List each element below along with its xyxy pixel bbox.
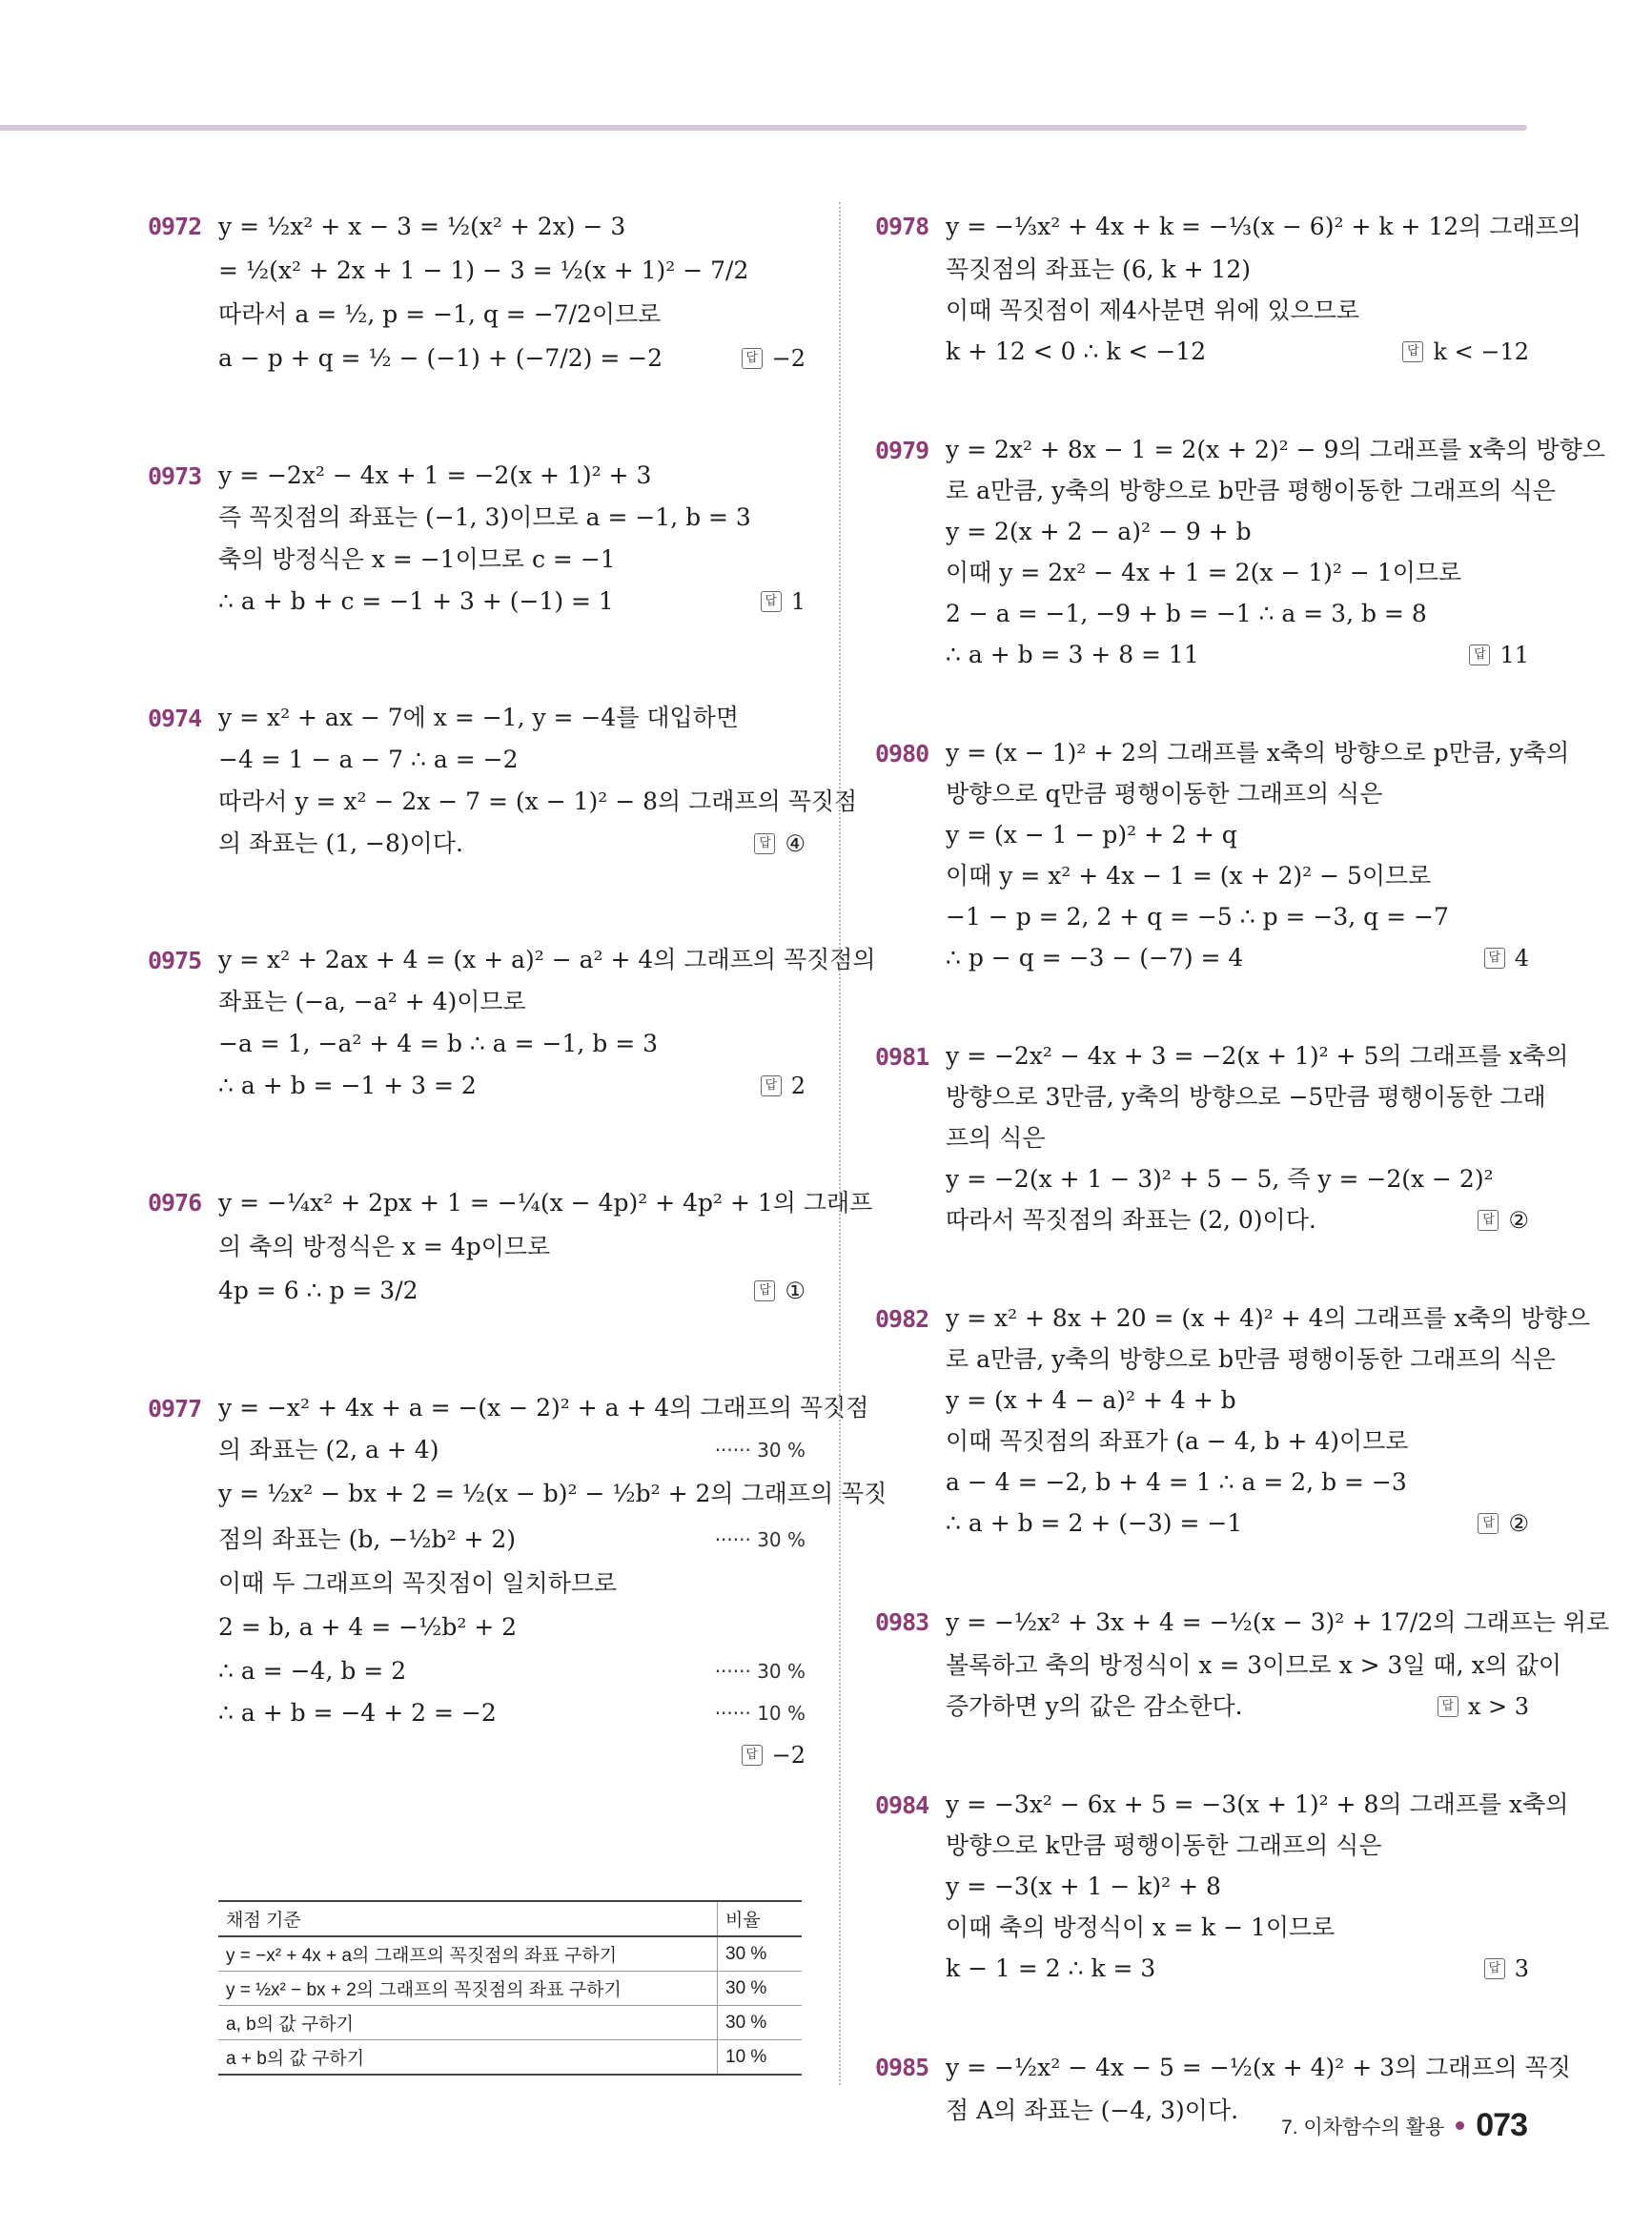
solution-line	[218, 1429, 806, 1471]
problem-0979	[875, 429, 1605, 675]
solution-line	[946, 855, 1529, 896]
problem-number: 0973	[148, 462, 202, 490]
score-percent: ······ 30 %	[714, 1528, 806, 1551]
solution-text: 프의 식은	[946, 1123, 1046, 1152]
problem-number: 0984	[875, 1791, 929, 1819]
answer-tag	[761, 1065, 806, 1107]
problem-number: 0972	[148, 213, 202, 240]
solution-text: y = −x² + 4x + a = −(x − 2)² + a + 4의 그래프의 꼭짓점	[218, 1394, 869, 1422]
solution-line	[218, 1517, 806, 1563]
problem-number: 0977	[148, 1395, 202, 1422]
answer-tag	[1484, 937, 1529, 978]
rubric-ratio: 30 %	[718, 1972, 803, 2006]
answer-box-icon: 답	[1484, 948, 1505, 969]
solution-line	[946, 1298, 1590, 1339]
rubric-header-criteria: 채점 기준	[218, 1901, 718, 1936]
solution-text: 따라서 꼭짓점의 좌표는 (2, 0)이다.	[946, 1205, 1316, 1234]
solution-text: y = −3(x + 1 − k)² + 8	[946, 1872, 1221, 1900]
score-percent: ······ 10 %	[714, 1702, 806, 1725]
solution-line	[946, 470, 1556, 511]
solution-text: 이때 꼭짓점이 제4사분면 위에 있으므로	[946, 296, 1360, 324]
solution-text: a − p + q = ½ − (−1) + (−7/2) = −2	[218, 344, 663, 372]
problem-0981	[875, 1035, 1569, 1240]
solution-text: a − 4 = −2, b + 4 = 1 ∴ a = 2, b = −3	[946, 1467, 1407, 1496]
solution-line	[946, 896, 1529, 937]
problem-number: 0978	[875, 213, 929, 240]
solution-line	[946, 1601, 1610, 1645]
problem-number: 0975	[148, 947, 202, 974]
chapter-title: 7. 이차함수의 활용	[1281, 2116, 1445, 2138]
answer-tag	[1484, 1948, 1529, 1989]
solution-text: ∴ a + b = 3 + 8 = 11	[946, 640, 1199, 668]
solution-line	[946, 429, 1605, 470]
page-footer	[1281, 2107, 1527, 2144]
rubric-row	[218, 1936, 802, 1972]
solution-line	[218, 1269, 806, 1313]
solution-text: 의 축의 방정식은 x = 4p이므로	[218, 1233, 551, 1260]
rubric-ratio: 30 %	[718, 2006, 803, 2040]
solution-line	[946, 1117, 1529, 1158]
answer-box-icon: 답	[761, 591, 782, 612]
solution-text: 방향으로 q만큼 평행이동한 그래프의 식은	[946, 779, 1383, 808]
answer-box-icon: 답	[1402, 341, 1423, 362]
solution-line	[946, 1035, 1569, 1076]
answer-value: ①	[785, 1278, 806, 1304]
answer-box-icon: 답	[1478, 1210, 1499, 1231]
solution-line	[218, 739, 806, 781]
solution-text: y = (x − 1 − p)² + 2 + q	[946, 820, 1237, 849]
solution-text: 볼록하고 축의 방정식이 x = 3이므로 x > 3일 때, x의 값이	[946, 1650, 1562, 1679]
solution-line	[946, 1948, 1529, 1989]
solution-text: 이때 축의 방정식이 x = k − 1이므로	[946, 1913, 1336, 1941]
solution-line	[218, 1225, 806, 1269]
solution-line	[218, 249, 806, 293]
solution-line	[218, 497, 806, 539]
solution-text: 4p = 6 ∴ p = 3/2	[218, 1277, 418, 1304]
solution-line	[946, 732, 1570, 773]
solution-text: y = (x + 4 − a)² + 4 + b	[946, 1385, 1236, 1414]
solution-text: 따라서 y = x² − 2x − 7 = (x − 1)² − 8의 그래프의 꼭짓점	[218, 788, 858, 815]
rubric-criteria: y = −x² + 4x + a의 그래프의 꼭짓점의 좌표 구하기	[218, 1936, 718, 1972]
page-number: 073	[1476, 2107, 1527, 2143]
solution-line	[218, 1065, 806, 1107]
solution-line	[218, 1181, 873, 1225]
problem-0977	[148, 1387, 887, 1776]
solution-text: ∴ a + b = 2 + (−3) = −1	[946, 1508, 1243, 1537]
solution-line	[946, 290, 1529, 331]
answer-box-icon: 답	[742, 1745, 763, 1766]
solution-text: 증가하면 y의 값은 감소한다.	[946, 1691, 1243, 1720]
problem-number: 0980	[875, 740, 929, 767]
solution-text: y = −2x² − 4x + 1 = −2(x + 1)² + 3	[218, 461, 652, 489]
answer-box-icon: 답	[1478, 1513, 1499, 1534]
solution-text: 방향으로 3만큼, y축의 방향으로 −5만큼 평행이동한 그래	[946, 1082, 1546, 1111]
solution-text: 이때 두 그래프의 꼭짓점이 일치하므로	[218, 1569, 618, 1597]
solution-text: k + 12 < 0 ∴ k < −12	[946, 337, 1207, 365]
answer-tag	[1478, 1199, 1529, 1240]
right-column	[875, 205, 1610, 2131]
solution-text: 축의 방정식은 x = −1이므로 c = −1	[218, 545, 616, 573]
answer-tag	[754, 823, 806, 865]
answer-box-icon: 답	[754, 1280, 775, 1301]
solution-line	[946, 1686, 1529, 1727]
problem-0974	[148, 697, 858, 865]
solution-line	[946, 2046, 1571, 2090]
solution-line	[946, 1503, 1529, 1544]
solution-text: ∴ a = −4, b = 2	[218, 1657, 407, 1685]
solution-text: ∴ a + b = −4 + 2 = −2	[218, 1699, 497, 1727]
solution-line	[218, 1471, 887, 1517]
solution-text: −4 = 1 − a − 7 ∴ a = −2	[218, 746, 519, 773]
answer-value: −2	[771, 345, 806, 372]
solution-line	[946, 1866, 1529, 1907]
problem-number: 0979	[875, 437, 929, 464]
solution-line	[946, 1421, 1529, 1462]
rubric-ratio: 30 %	[718, 1936, 803, 1972]
solution-line	[946, 1199, 1529, 1240]
solution-text: 즉 꼭짓점의 좌표는 (−1, 3)이므로 a = −1, b = 3	[218, 503, 751, 531]
answer-value: 2	[790, 1073, 806, 1099]
score-percent: ······ 30 %	[714, 1439, 806, 1462]
problem-number: 0985	[875, 2054, 929, 2081]
problem-number: 0983	[875, 1608, 929, 1636]
problem-0972	[148, 205, 806, 380]
problem-number: 0982	[875, 1305, 929, 1333]
bullet-dot-icon	[1456, 2121, 1464, 2130]
solution-line	[218, 1563, 806, 1605]
answer-box-icon: 답	[742, 348, 763, 369]
rubric-header-ratio: 비율	[718, 1901, 803, 1936]
problem-0982	[875, 1298, 1590, 1544]
answer-value: −2	[771, 1742, 806, 1769]
solution-text: 로 a만큼, y축의 방향으로 b만큼 평행이동한 그래프의 식은	[946, 1344, 1556, 1373]
problem-number: 0974	[148, 705, 202, 732]
problem-0973	[148, 455, 806, 623]
answer-box-icon: 답	[754, 833, 775, 854]
solution-text: y = x² + ax − 7에 x = −1, y = −4를 대입하면	[218, 704, 739, 731]
problem-0976	[148, 1181, 873, 1313]
problem-0975	[148, 939, 876, 1107]
solution-text: y = −⅓x² + 4x + k = −⅓(x − 6)² + k + 12의 그래프의	[946, 213, 1581, 240]
solution-text: 2 − a = −1, −9 + b = −1 ∴ a = 3, b = 8	[946, 599, 1427, 627]
solution-text: ∴ a + b + c = −1 + 3 + (−1) = 1	[218, 587, 614, 615]
solution-text: −1 − p = 2, 2 + q = −5 ∴ p = −3, q = −7	[946, 902, 1449, 931]
solution-line	[218, 781, 858, 823]
solution-line	[218, 205, 806, 249]
solution-text: y = 2x² + 8x − 1 = 2(x + 2)² − 9의 그래프를 x축의 방향으	[946, 435, 1605, 463]
solution-line	[946, 1462, 1529, 1503]
answer-tag	[1478, 1503, 1529, 1544]
answer-box-icon: 답	[1484, 1958, 1505, 1979]
answer-value: ④	[785, 830, 806, 857]
solution-text: y = ½x² + x − 3 = ½(x² + 2x) − 3	[218, 213, 626, 240]
solution-line	[218, 293, 806, 337]
left-column	[148, 205, 887, 1776]
solution-text: 의 좌표는 (1, −8)이다.	[218, 829, 463, 857]
answer-value: 11	[1499, 641, 1529, 668]
solution-line	[946, 1339, 1556, 1380]
solution-line	[218, 823, 806, 865]
solution-text: y = −3x² − 6x + 5 = −3(x + 1)² + 8의 그래프를 x축의	[946, 1790, 1569, 1818]
solution-line	[946, 249, 1529, 290]
solution-line	[218, 939, 876, 981]
solution-line	[218, 455, 806, 497]
solution-line	[946, 1907, 1529, 1948]
solution-line	[946, 1380, 1529, 1421]
solution-text: 점 A의 좌표는 (−4, 3)이다.	[946, 2096, 1239, 2124]
solution-text: y = ½x² − bx + 2 = ½(x − b)² − ½b² + 2의 그래프의 꼭짓	[218, 1480, 887, 1507]
solution-line	[218, 1605, 806, 1650]
answer-tag	[1438, 1686, 1529, 1727]
solution-line	[218, 1387, 869, 1429]
answer-box-icon: 답	[761, 1075, 782, 1096]
answer-value: 3	[1514, 1954, 1529, 1982]
solution-text: 2 = b, a + 4 = −½b² + 2	[218, 1613, 518, 1641]
solution-line	[946, 1825, 1529, 1866]
rubric-row	[218, 2040, 802, 2076]
rubric-criteria: y = ½x² − bx + 2의 그래프의 꼭짓점의 좌표 구하기	[218, 1972, 718, 2006]
solution-line	[946, 1076, 1546, 1117]
problem-0980	[875, 732, 1570, 978]
solution-text: −a = 1, −a² + 4 = b ∴ a = −1, b = 3	[218, 1030, 658, 1057]
solution-line	[946, 634, 1529, 675]
solution-line	[946, 814, 1529, 855]
solution-text: 의 좌표는 (2, a + 4)	[218, 1436, 439, 1463]
answer-tag	[1469, 634, 1529, 675]
rubric-header-row	[218, 1901, 802, 1936]
solution-text: ∴ p − q = −3 − (−7) = 4	[946, 943, 1244, 972]
problem-0984	[875, 1784, 1569, 1989]
answer-tag	[1402, 331, 1529, 372]
solution-text: 따라서 a = ½, p = −1, q = −7/2이므로	[218, 300, 662, 328]
column-divider	[839, 202, 841, 2085]
solution-line	[218, 337, 806, 380]
solution-text: = ½(x² + 2x + 1 − 1) − 3 = ½(x + 1)² − 7/2	[218, 256, 749, 284]
solution-line	[218, 581, 806, 623]
answer-tag	[742, 1734, 806, 1776]
solution-line	[946, 773, 1529, 814]
answer-box-icon: 답	[1438, 1696, 1458, 1717]
rubric-criteria: a, b의 값 구하기	[218, 2006, 718, 2040]
solution-line	[218, 697, 806, 739]
solution-text: 점의 좌표는 (b, −½b² + 2)	[218, 1525, 516, 1553]
solution-text: y = −2(x + 1 − 3)² + 5 − 5, 즉 y = −2(x − 2)²	[946, 1164, 1494, 1193]
answer-box-icon: 답	[1469, 644, 1490, 665]
answer-tag	[742, 337, 806, 380]
solution-line	[218, 1650, 806, 1692]
solution-text: 방향으로 k만큼 평행이동한 그래프의 식은	[946, 1831, 1382, 1859]
solution-line	[218, 1023, 806, 1065]
solution-line	[218, 1692, 806, 1734]
solution-text: 로 a만큼, y축의 방향으로 b만큼 평행이동한 그래프의 식은	[946, 476, 1556, 504]
solution-text: y = 2(x + 2 − a)² − 9 + b	[946, 517, 1252, 545]
problem-number: 0976	[148, 1189, 202, 1217]
scoring-rubric-table	[218, 1900, 802, 2076]
solution-line	[946, 205, 1581, 249]
header-rule	[0, 125, 1527, 131]
solution-line	[946, 511, 1529, 552]
solution-line	[946, 593, 1529, 634]
solution-text: y = −½x² + 3x + 4 = −½(x − 3)² + 17/2의 그래프는 위로	[946, 1608, 1610, 1636]
answer-value: k < −12	[1433, 338, 1529, 365]
problem-0978	[875, 205, 1581, 372]
solution-line	[946, 552, 1529, 593]
rubric-row	[218, 1972, 802, 2006]
solution-text: k − 1 = 2 ∴ k = 3	[946, 1954, 1156, 1982]
solution-text: y = x² + 2ax + 4 = (x + a)² − a² + 4의 그래프의 꼭짓점의	[218, 946, 876, 973]
solution-text: 꼭짓점의 좌표는 (6, k + 12)	[946, 255, 1252, 283]
solution-text: y = (x − 1)² + 2의 그래프를 x축의 방향으로 p만큼, y축의	[946, 738, 1570, 767]
answer-value: 4	[1514, 944, 1529, 972]
solution-text: ∴ a + b = −1 + 3 = 2	[218, 1072, 477, 1099]
solution-text: 좌표는 (−a, −a² + 4)이므로	[218, 988, 526, 1015]
rubric-ratio: 10 %	[718, 2040, 803, 2076]
solution-line	[946, 1784, 1569, 1825]
answer-value: ②	[1508, 1509, 1529, 1537]
answer-tag	[754, 1269, 806, 1313]
answer-tag	[761, 581, 806, 623]
answer-value: x > 3	[1467, 1692, 1529, 1720]
solution-line	[946, 937, 1529, 978]
answer-value: ②	[1508, 1206, 1529, 1234]
solution-text: y = −2x² − 4x + 3 = −2(x + 1)² + 5의 그래프를 x축의	[946, 1041, 1569, 1070]
solution-line	[946, 1645, 1562, 1686]
solution-text: y = −¼x² + 2px + 1 = −¼(x − 4p)² + 4p² + 1의 그래프	[218, 1189, 873, 1217]
solution-text: 이때 y = x² + 4x − 1 = (x + 2)² − 5이므로	[946, 861, 1432, 890]
solution-line	[218, 539, 806, 581]
score-percent: ······ 30 %	[714, 1660, 806, 1683]
problem-number: 0981	[875, 1043, 929, 1071]
solution-text: 이때 y = 2x² − 4x + 1 = 2(x − 1)² − 1이므로	[946, 558, 1462, 586]
solution-text: 이때 꼭짓점의 좌표가 (a − 4, b + 4)이므로	[946, 1426, 1409, 1455]
rubric-row	[218, 2006, 802, 2040]
solution-text: y = x² + 8x + 20 = (x + 4)² + 4의 그래프를 x축의 방향으	[946, 1303, 1590, 1332]
rubric-criteria: a + b의 값 구하기	[218, 2040, 718, 2076]
answer-value: 1	[790, 588, 806, 615]
solution-line	[946, 331, 1529, 372]
solution-line	[946, 1158, 1529, 1199]
solution-line	[218, 1734, 806, 1776]
solution-text: y = −½x² − 4x − 5 = −½(x + 4)² + 3의 그래프의 꼭짓	[946, 2054, 1571, 2081]
problem-0983	[875, 1601, 1610, 1727]
solution-line	[218, 981, 806, 1023]
